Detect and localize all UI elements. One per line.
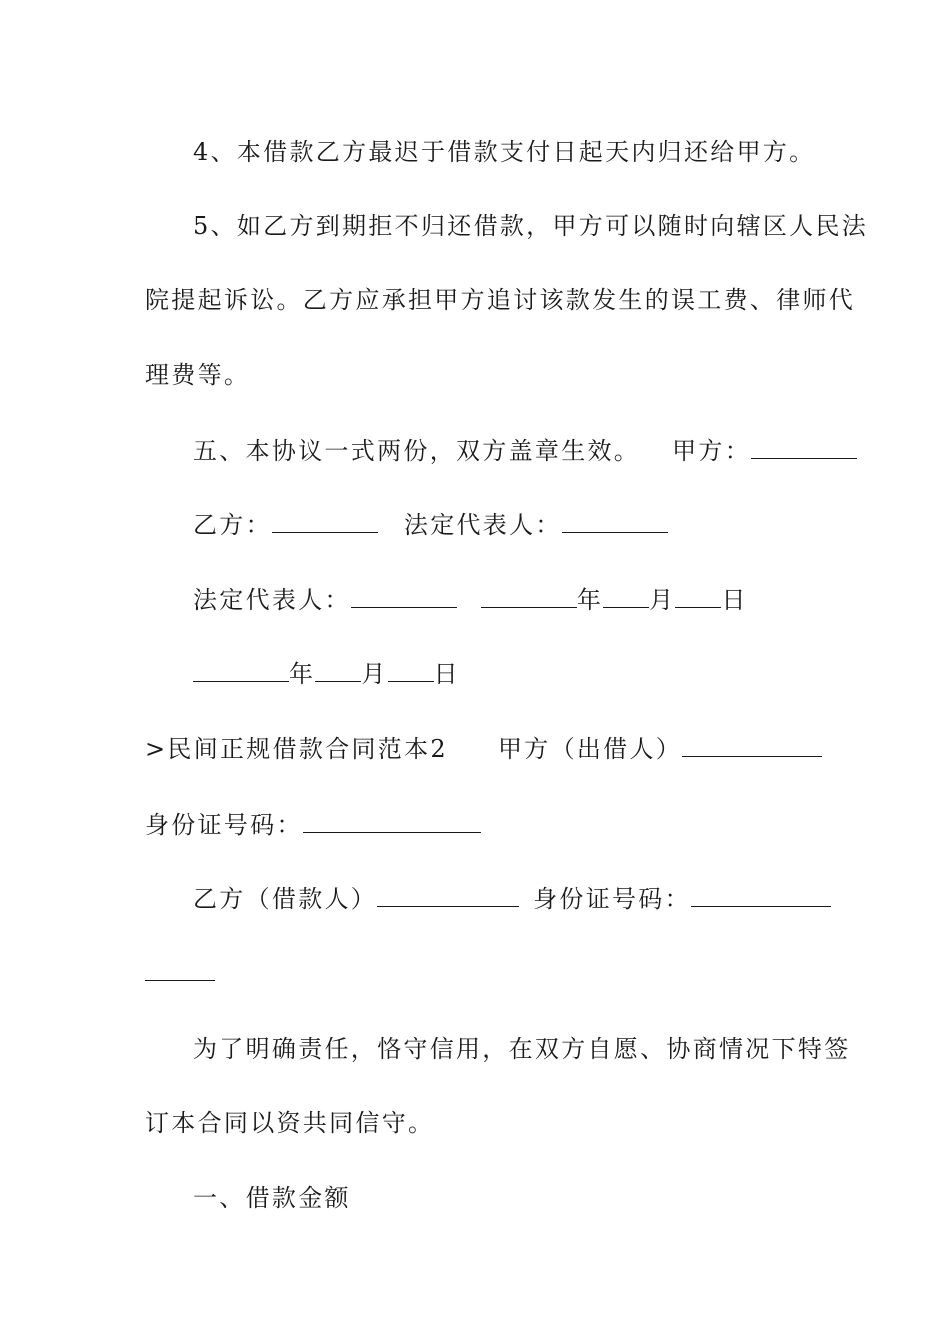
section-heading-line — [145, 734, 822, 764]
paragraph-line — [193, 1034, 851, 1064]
paragraph-line — [193, 137, 815, 167]
party-a-label: 甲方： — [672, 437, 752, 465]
id-number-blank-continued — [145, 958, 215, 981]
legal-rep-blank — [562, 510, 668, 533]
legal-rep-label: 法定代表人： — [403, 511, 562, 539]
id-number-blank — [691, 884, 831, 907]
id-number-label: 身份证号码： — [533, 885, 691, 913]
month-label: 月 — [649, 586, 676, 614]
year-blank — [193, 659, 289, 682]
paragraph-line — [145, 285, 855, 315]
year-blank — [481, 585, 577, 608]
line-text: 订本合同以资共同信守。 — [145, 1109, 435, 1137]
day-blank — [675, 585, 721, 608]
party-b-label: 乙方： — [193, 511, 272, 539]
borrower-line — [193, 884, 831, 914]
date-line — [193, 659, 460, 689]
signature-line — [193, 436, 857, 466]
party-b-blank — [272, 510, 378, 533]
section-heading — [193, 1183, 351, 1213]
year-label: 年 — [576, 586, 604, 614]
line-text: 为了明确责任，恪守信用，在双方自愿、协商情况下特签 — [193, 1035, 851, 1063]
line-text: 理费等。 — [145, 361, 251, 389]
line-text: 院提起诉讼。乙方应承担甲方追讨该款发生的误工费、律师代 — [145, 286, 856, 314]
signature-line — [193, 510, 668, 540]
id-number-label: 身份证号码： — [145, 811, 303, 839]
paragraph-line — [145, 360, 250, 390]
lender-label: 甲方（出借人） — [497, 735, 683, 763]
day-label: 日 — [433, 660, 460, 688]
month-blank — [315, 659, 361, 682]
line-text: 五、本协议一式两份，双方盖章生效。 — [193, 437, 641, 465]
id-line — [145, 810, 481, 840]
paragraph-line — [145, 1108, 434, 1138]
line-text: 4、本借款乙方最迟于借款支付日起天内归还给甲方。 — [193, 138, 816, 166]
borrower-label: 乙方（借款人） — [193, 885, 378, 913]
signature-line — [193, 585, 748, 615]
day-label: 日 — [721, 586, 748, 614]
month-label: 月 — [361, 660, 388, 688]
borrower-blank — [377, 884, 519, 907]
legal-rep-label: 法定代表人： — [193, 586, 351, 614]
id-number-blank — [303, 810, 481, 833]
day-blank — [388, 659, 434, 682]
lender-blank — [682, 734, 822, 757]
month-blank — [603, 585, 649, 608]
year-label: 年 — [289, 660, 316, 688]
paragraph-line — [193, 211, 868, 241]
line-text: 一、借款金额 — [193, 1184, 351, 1212]
blank-continuation-line — [145, 958, 215, 988]
line-text: 5、如乙方到期拒不归还借款，甲方可以随时向辖区人民法 — [193, 212, 869, 240]
contract-title: >民间正规借款合同范本2 — [145, 735, 448, 763]
party-a-blank — [751, 436, 857, 459]
legal-rep-blank — [351, 585, 457, 608]
